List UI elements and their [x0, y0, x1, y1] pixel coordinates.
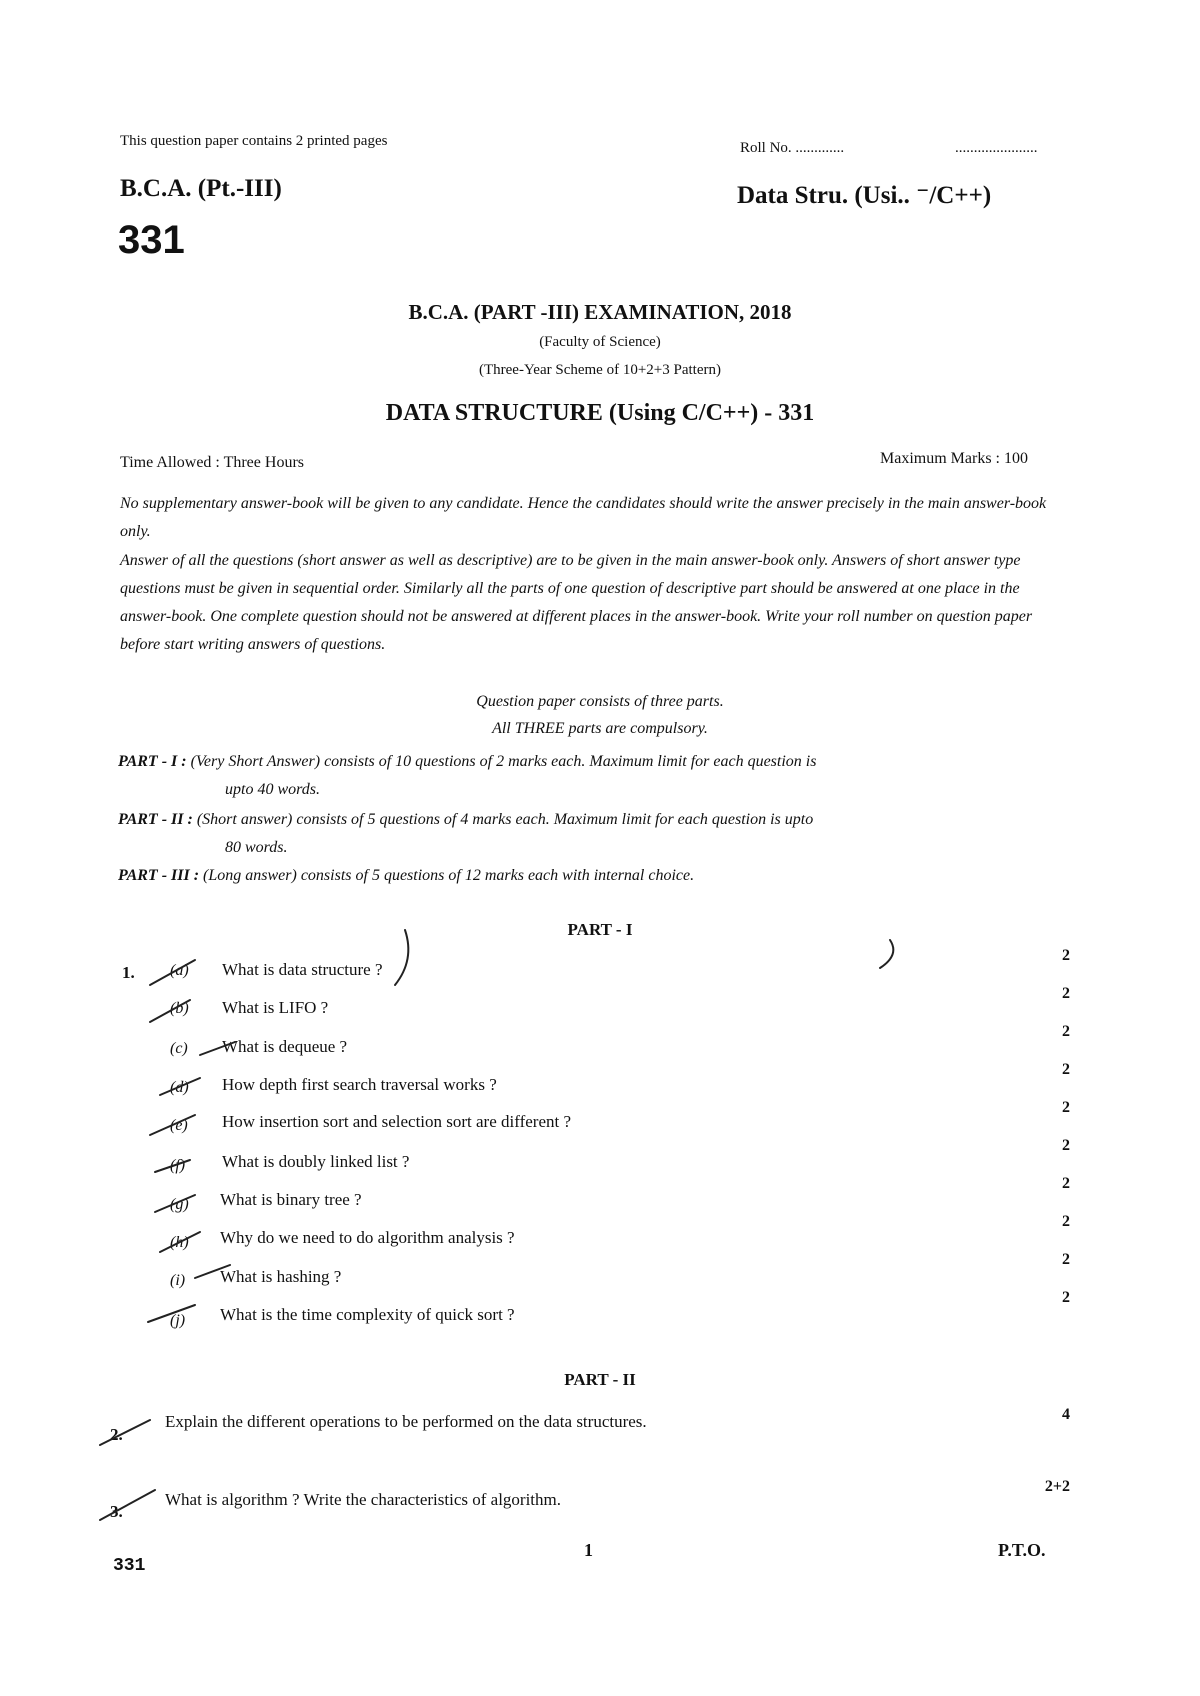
subject-title: DATA STRUCTURE (Using C/C++) - 331 — [385, 400, 815, 426]
question-label: (d) — [170, 1079, 189, 1096]
question-marks: 2 — [1062, 985, 1070, 1002]
tick-mark — [200, 1042, 235, 1055]
faculty-line: (Faculty of Science) — [539, 334, 661, 350]
part-1-heading: PART - I — [567, 920, 633, 939]
question-text: What is doubly linked list ? — [222, 1152, 410, 1171]
question-label: (g) — [170, 1196, 189, 1213]
footer-paper-code: 331 — [113, 1556, 146, 1576]
question-marks: 2 — [1062, 1251, 1070, 1268]
question-label: (b) — [170, 1000, 189, 1017]
tick-mark — [155, 1195, 195, 1212]
time-allowed: Time Allowed : Three Hours — [120, 454, 304, 471]
subject-short: Data Stru. (Usi.. ⁻/C++) — [737, 182, 992, 209]
roll-no-label: Roll No. ............. — [740, 140, 845, 156]
part-2-desc-line2: 80 words. — [225, 839, 288, 856]
part-3-desc-line1: (Long answer) consists of 5 questions of 12 marks each with internal choice. — [203, 867, 695, 884]
page-number: 1 — [584, 1540, 593, 1560]
question-marks: 2 — [1062, 1175, 1070, 1192]
question-text: What is LIFO ? — [222, 998, 329, 1017]
maximum-marks: Maximum Marks : 100 — [880, 450, 1028, 467]
question-text: Why do we need to do algorithm analysis ? — [220, 1228, 515, 1247]
tick-mark — [148, 1305, 195, 1322]
question-label: (j) — [170, 1312, 186, 1329]
question-text: How insertion sort and selection sort are different ? — [222, 1112, 572, 1131]
tick-mark — [150, 1115, 195, 1135]
exam-title: B.C.A. (PART -III) EXAMINATION, 2018 — [408, 300, 792, 324]
instruction-paragraph-1: No supplementary answer-book will be given to any candidate. Hence the candidates should write the answer precisely in the main answer-book only. — [120, 495, 1047, 540]
question-label: (a) — [170, 962, 189, 979]
question-2-text: Explain the different operations to be performed on the data structures. — [165, 1412, 647, 1431]
part-1-desc-label: PART - I : — [118, 753, 187, 770]
paper-code: 331 — [118, 218, 185, 262]
tick-mark — [155, 1160, 190, 1172]
question-text: How depth first search traversal works ? — [222, 1075, 497, 1094]
part-3-desc-label: PART - III : — [118, 867, 200, 884]
tick-mark — [150, 960, 195, 985]
question-1-number: 1. — [122, 963, 135, 982]
question-label: (e) — [170, 1117, 188, 1134]
pen-stroke — [395, 930, 408, 985]
question-3-text: What is algorithm ? Write the characteristics of algorithm. — [165, 1490, 562, 1509]
question-marks: 2 — [1062, 1023, 1070, 1040]
question-2-marks: 4 — [1062, 1406, 1070, 1423]
printed-pages-note: This question paper contains 2 printed pages — [120, 133, 388, 149]
instruction-paragraph-2: Answer of all the questions (short answer as well as descriptive) are to be given in the main answer-book only. Answers of short answer type questions must be given in sequential order. Similarly all the parts of one question of descriptive part should be answered at one place in the answer-book. One complete question should not be answered at different places in the answer-book. Write your roll number on question paper before start writing answers of questions. — [120, 552, 1033, 653]
question-marks: 2 — [1062, 1213, 1070, 1230]
question-marks: 2 — [1062, 947, 1070, 964]
question-marks: 2 — [1062, 1137, 1070, 1154]
question-3-marks: 2+2 — [1044, 1478, 1070, 1495]
question-marks: 2 — [1062, 1289, 1070, 1306]
please-turn-over: P.T.O. — [998, 1540, 1046, 1560]
part-2-desc-line1: (Short answer) consists of 5 questions of 4 marks each. Maximum limit for each question is upto — [196, 811, 814, 828]
tick-mark — [160, 1232, 200, 1252]
part-2-heading: PART - II — [564, 1370, 636, 1389]
question-label: (c) — [170, 1040, 188, 1057]
question-text: What is the time complexity of quick sort ? — [220, 1305, 515, 1324]
question-marks: 2 — [1062, 1061, 1070, 1078]
part-1-desc-line1: (Very Short Answer) consists of 10 questions of 2 marks each. Maximum limit for each question is — [190, 753, 817, 770]
part-2-desc-label: PART - II : — [118, 811, 193, 828]
tick-mark — [100, 1490, 155, 1520]
question-text: What is hashing ? — [220, 1267, 342, 1286]
tick-mark — [195, 1265, 230, 1278]
course-name: B.C.A. (Pt.-III) — [120, 175, 282, 202]
question-text: What is data structure ? — [222, 960, 383, 979]
tick-mark — [150, 1000, 190, 1022]
question-marks: 2 — [1062, 1099, 1070, 1116]
roll-no-blank: ...................... — [955, 140, 1038, 156]
pen-stroke — [880, 940, 893, 968]
tick-mark — [100, 1420, 150, 1445]
question-label: (i) — [170, 1272, 186, 1289]
tick-mark — [160, 1078, 200, 1095]
question-text: What is binary tree ? — [220, 1190, 362, 1209]
part-1-desc-line2: upto 40 words. — [225, 781, 320, 798]
question-text: What is dequeue ? — [222, 1037, 348, 1056]
question-label: (h) — [170, 1234, 189, 1251]
question-3-number: 3. — [110, 1502, 123, 1521]
question-2-number: 2. — [110, 1425, 123, 1444]
scheme-line: (Three-Year Scheme of 10+2+3 Pattern) — [479, 362, 721, 378]
question-label: (f) — [170, 1157, 186, 1174]
compulsory-note: All THREE parts are compulsory. — [492, 720, 708, 737]
parts-count-note: Question paper consists of three parts. — [476, 693, 724, 710]
